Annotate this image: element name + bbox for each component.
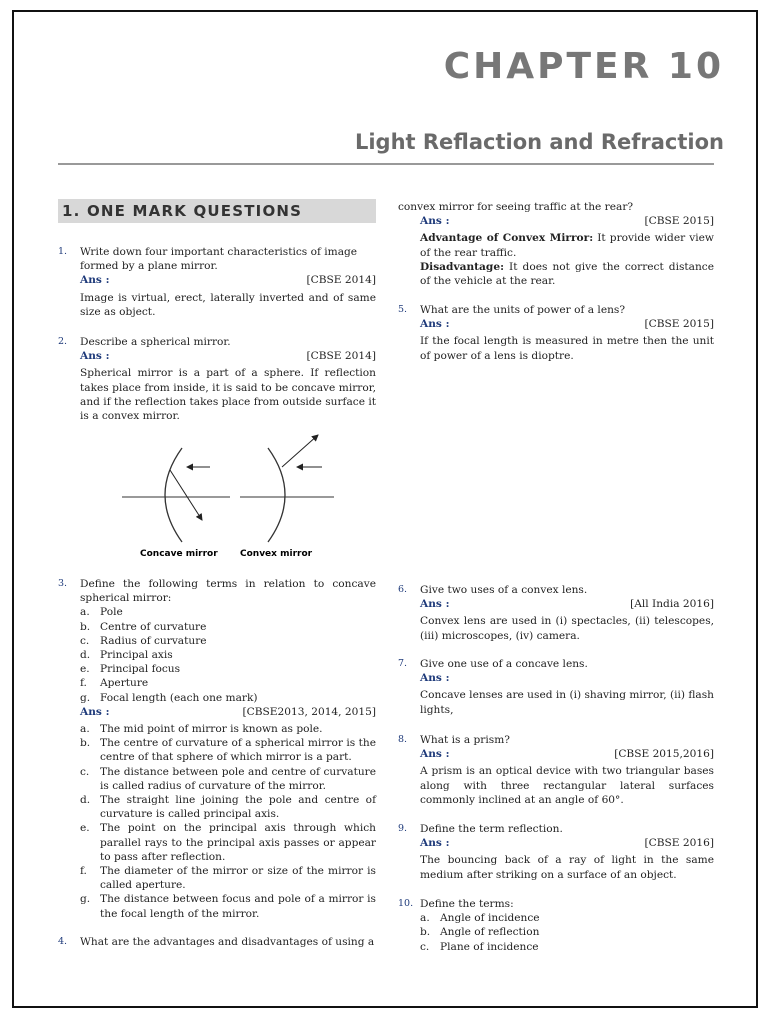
mirror-diagram [110, 430, 340, 565]
question-text: What are the units of power of a lens? [420, 304, 626, 316]
source-citation: [CBSE 2015] [644, 318, 714, 331]
answer-item: a. The mid point of mirror is known as pole. [80, 723, 323, 736]
source-citation: [CBSE 2016] [644, 837, 714, 850]
question-text: Define the terms: [420, 898, 514, 910]
question-4-continued [398, 200, 714, 288]
question-text: Give two uses of a convex lens. [420, 584, 588, 596]
chapter-subtitle: Light Reflaction and Refraction [354, 130, 724, 154]
answer-text: If the focal length is measured in metre then the unit of power of a lens is dioptre. [420, 335, 714, 362]
source-citation: [All India 2016] [630, 598, 714, 611]
disadvantage-text: Disadvantage: It does not give the correct distance of the vehicle at the rear. [420, 260, 714, 288]
term-item: b. Centre of curvature [80, 620, 207, 633]
question-number: 10. [398, 898, 414, 909]
question-number: 1. [58, 246, 68, 257]
question-number: 4. [58, 936, 68, 947]
question-text: Describe a spherical mirror. [80, 336, 231, 348]
source-citation: [CBSE 2014] [306, 274, 376, 287]
question-number: 6. [398, 584, 408, 595]
answer-item: c. The distance between pole and centre of curvature is called radius of curvature of the mirror. [80, 765, 376, 792]
answer-item: b. The centre of curvature of a spherical mirror is the centre of that sphere of which mirror is a part. [80, 737, 376, 764]
convex-mirror-label: Convex mirror [240, 549, 313, 559]
ans-label: Ans : [420, 837, 450, 850]
concave-mirror-figure [122, 448, 230, 542]
question-text: Define the following terms in relation to concave spherical mirror: [80, 578, 376, 605]
question-number: 5. [398, 304, 408, 315]
ans-label: Ans : [420, 598, 450, 611]
answer-item: d. The straight line joining the pole and centre of curvature is called principal axis. [80, 794, 376, 821]
source-citation: [CBSE 2015,2016] [614, 748, 714, 761]
source-citation: [CBSE 2015] [644, 215, 714, 228]
ans-label: Ans : [80, 350, 110, 363]
term-item: c. Radius of curvature [80, 634, 207, 647]
term-item: d. Principal axis [80, 649, 173, 662]
question-number: 8. [398, 734, 408, 745]
advantage-text: Advantage of Convex Mirror: It provide wider view of the rear traffic. [420, 232, 714, 259]
ans-label: Ans : [420, 672, 450, 685]
answer-text: Spherical mirror is a part of a sphere. If reflection takes place from inside, it is said to be concave mirror, and if the reflection takes place from outside surface it is a convex mirror. [80, 367, 376, 423]
question-number: 9. [398, 823, 408, 834]
question-text-continued: convex mirror for seeing traffic at the rear? [398, 201, 634, 213]
chapter-title: CHAPTER 10 [443, 46, 724, 87]
term-item: f. Aperture [80, 677, 149, 690]
question-number: 3. [58, 578, 68, 589]
left-column [58, 199, 376, 223]
question-text: Define the term reflection. [420, 823, 563, 835]
question-number: 2. [58, 336, 68, 347]
term-item: b. Angle of reflection [420, 926, 540, 939]
section-heading: 1. ONE MARK QUESTIONS [58, 199, 376, 223]
source-citation: [CBSE2013, 2014, 2015] [242, 705, 376, 718]
answer-item: g. The distance between focus and pole of a mirror is the focal length of the mirror. [80, 893, 376, 920]
term-item: c. Plane of incidence [420, 940, 539, 953]
ans-label: Ans : [80, 274, 110, 287]
term-item: a. Angle of incidence [420, 912, 540, 925]
concave-mirror-label: Concave mirror [140, 549, 218, 559]
answer-item: f. The diameter of the mirror or size of the mirror is called aperture. [80, 865, 376, 892]
question-text: Write down four important characteristics of image formed by a plane mirror. [80, 246, 358, 273]
ans-label: Ans : [420, 318, 450, 331]
answer-item: e. The point on the principal axis through which parallel rays to the principal axis passes or appear to pass after reflection. [80, 822, 376, 863]
ans-label: Ans : [420, 748, 450, 761]
ans-label: Ans : [420, 215, 450, 228]
header-divider [58, 163, 714, 165]
convex-mirror-figure [240, 435, 334, 542]
answer-text: Concave lenses are used in (i) shaving mirror, (ii) flash lights, [420, 689, 715, 716]
answer-text: Convex lens are used in (i) spectacles, (ii) telescopes, (iii) microscopes, (iv) camera. [420, 615, 714, 642]
question-number: 7. [398, 658, 408, 669]
answer-text: The bouncing back of a ray of light in the same medium after striking on a surface of an object. [420, 854, 714, 881]
question-text: What is a prism? [420, 734, 510, 746]
ans-label: Ans : [80, 705, 110, 718]
term-item: a. Pole [80, 606, 123, 619]
term-item: g. Focal length (each one mark) [80, 691, 258, 704]
answer-text: Image is virtual, erect, laterally inverted and of same size as object. [80, 291, 376, 318]
question-text: What are the advantages and disadvantages of using a [80, 936, 375, 948]
answer-text: A prism is an optical device with two triangular bases along with three rectangular lateral surfaces commonly inclined at an angle of 60°. [420, 765, 714, 806]
term-item: e. Principal focus [80, 663, 181, 676]
question-text: Give one use of a concave lens. [420, 658, 588, 670]
source-citation: [CBSE 2014] [306, 350, 376, 363]
